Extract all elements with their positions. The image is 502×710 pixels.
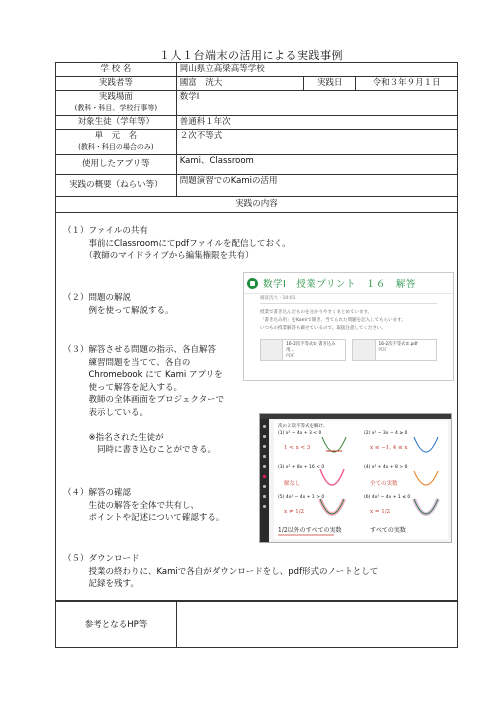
pdf-thumbnail	[261, 340, 283, 360]
pdf-thumbnail	[353, 340, 376, 360]
date-value: 令和３年９月１日	[356, 77, 458, 91]
scene-label-cell	[56, 91, 177, 116]
scene-label: 実践場面	[98, 92, 133, 102]
section-4-text: （４）解答の確認 生徒の解答を全体で共有し、 ポイントや記述について確認する。	[63, 488, 225, 523]
question-6: (6) 4x² − 4x + 1 ≤ 0	[364, 495, 411, 500]
content-header: 実践の内容	[56, 197, 458, 213]
ink-answer-2: x ≤ −1, 4 ≤ x	[370, 445, 408, 451]
question-header: 次の２次不等式を解け。	[278, 424, 328, 429]
section-5-text: （５）ダウンロード 授業の終わりに、Kamiで各自がダウンロードをし、pdf形式のノートとして 記録を残す。	[63, 554, 379, 589]
select-tool-icon[interactable]	[263, 425, 266, 428]
classroom-line-1: 授業で書き込んだものを分かりやすくまとめています。	[260, 310, 373, 315]
parabola-sketches	[274, 421, 448, 539]
parabola-1	[322, 437, 346, 452]
unit-label-cell	[56, 130, 177, 155]
question-4: (4) x² + 4x + 8 > 0	[364, 465, 408, 470]
section-2-text: （２）問題の解説 例を使って解説する。	[63, 293, 174, 316]
attachment-2-name: 16-2次不等式②.pdf	[378, 342, 418, 347]
reference-divider	[176, 601, 177, 647]
kami-screenshot	[259, 413, 452, 543]
parabola-6	[414, 499, 438, 514]
classroom-header	[244, 273, 453, 294]
section-3-text: （３）解答させる問題の指示、各自解答 練習問題を当てて、各自の Chromebook にて Kami アプリを 使って解答を記入する。 教師の全体画面をプロジェクターで 表示している。 ※指名された生徒が 同時に書き込むことができる。	[63, 345, 225, 455]
parabola-4	[414, 471, 438, 485]
parabola-5	[320, 499, 344, 514]
pen-tool-icon[interactable]	[263, 475, 266, 478]
attachment-2[interactable]	[352, 339, 438, 361]
eraser-tool-icon[interactable]	[263, 485, 266, 488]
target-label: 対象生徒（学年等）	[56, 116, 177, 130]
classroom-attachments	[244, 336, 453, 364]
reference-row	[55, 600, 458, 648]
ink-answer-5: x ≠ 1/2	[284, 509, 305, 515]
unit-sub: (教科・科目の場合のみ)	[78, 143, 154, 151]
unit-value: ２次不等式	[176, 130, 457, 155]
kami-toolbar	[260, 414, 451, 419]
classroom-line-2: 「書き込み用」をKamiで開き、当てられた問題を記入してもらいます。	[260, 318, 406, 323]
classroom-meta: 國富洸大・10:01	[260, 296, 296, 301]
classroom-screenshot	[243, 272, 454, 381]
section-1-text: （１）ファイルの共有 事前にClassroomにてpdfファイルを配信しておく。 （教師のマイドライブから編集権限を共有）	[63, 226, 291, 261]
unit-label: 単 元 名	[94, 131, 138, 141]
attachment-1[interactable]	[260, 339, 346, 361]
signature-tool-icon[interactable]	[263, 505, 266, 508]
question-3: (3) x² + 8x + 16 < 0	[278, 465, 325, 470]
target-value: 普通科１年次	[176, 116, 457, 130]
image-tool-icon[interactable]	[263, 495, 266, 498]
reference-label: 参考となるHP等	[84, 620, 148, 630]
kami-document-page	[274, 421, 448, 539]
practitioner-label: 実践者等	[56, 77, 177, 91]
info-table	[55, 62, 458, 213]
ink-answer-4: 全ての実数	[370, 481, 398, 487]
question-2: (2) x² − 3x − 4 ≥ 0	[364, 431, 408, 436]
scene-sub: (教科・科目、学校行事等)	[74, 104, 158, 112]
question-1: (1) x² − 4x + 3 < 0	[278, 431, 322, 436]
ink-answer-7: 1/2以外のすべての実数	[278, 527, 342, 534]
date-label: 実践日	[304, 77, 356, 91]
practitioner-value: 國富 洸大	[176, 77, 304, 91]
parabola-2	[414, 437, 438, 452]
question-5: (5) 4x² − 4x + 1 > 0	[278, 495, 325, 500]
attachment-1-name: 16-2次不等式① 書き込み用...	[286, 342, 336, 353]
markup-tool-icon[interactable]	[263, 455, 266, 458]
apps-label: 使用したアプリ等	[56, 155, 177, 175]
ink-answer-3: 解なし	[284, 481, 301, 487]
scene-value: 数学Ⅰ	[176, 91, 457, 116]
school-label: 学 校 名	[56, 63, 177, 77]
overview-label: 実践の概要（ねらい等）	[56, 175, 177, 197]
kami-tool-sidebar	[260, 419, 269, 542]
ink-answer-8: すべての実数	[370, 527, 406, 534]
attachment-2-type: PDF	[378, 348, 387, 353]
school-value: 岡山県立高梁高等学校	[176, 63, 457, 77]
attachment-1-type: PDF	[286, 354, 295, 359]
ink-answer-6: x = 1/2	[370, 509, 391, 515]
shape-tool-icon[interactable]	[263, 465, 266, 468]
classroom-line-3: いつもの授業解答も載せているので、取扱注意してください。	[260, 326, 386, 331]
overview-value: 問題演習でのKamiの活用	[176, 175, 457, 197]
parabola-3	[320, 469, 344, 485]
text-tool-icon[interactable]	[263, 435, 266, 438]
ink-answer-1: 1 < x < 3	[284, 445, 311, 451]
divider	[260, 303, 437, 304]
apps-value: Kami、Classroom	[176, 155, 457, 175]
page-title: １人１台端末の活用による実践事例	[159, 49, 343, 62]
classroom-body	[244, 306, 453, 336]
classroom-title: 数学Ⅰ 授業プリント １６ 解答	[263, 279, 416, 290]
assignment-icon	[247, 278, 258, 289]
comment-tool-icon[interactable]	[263, 445, 266, 448]
